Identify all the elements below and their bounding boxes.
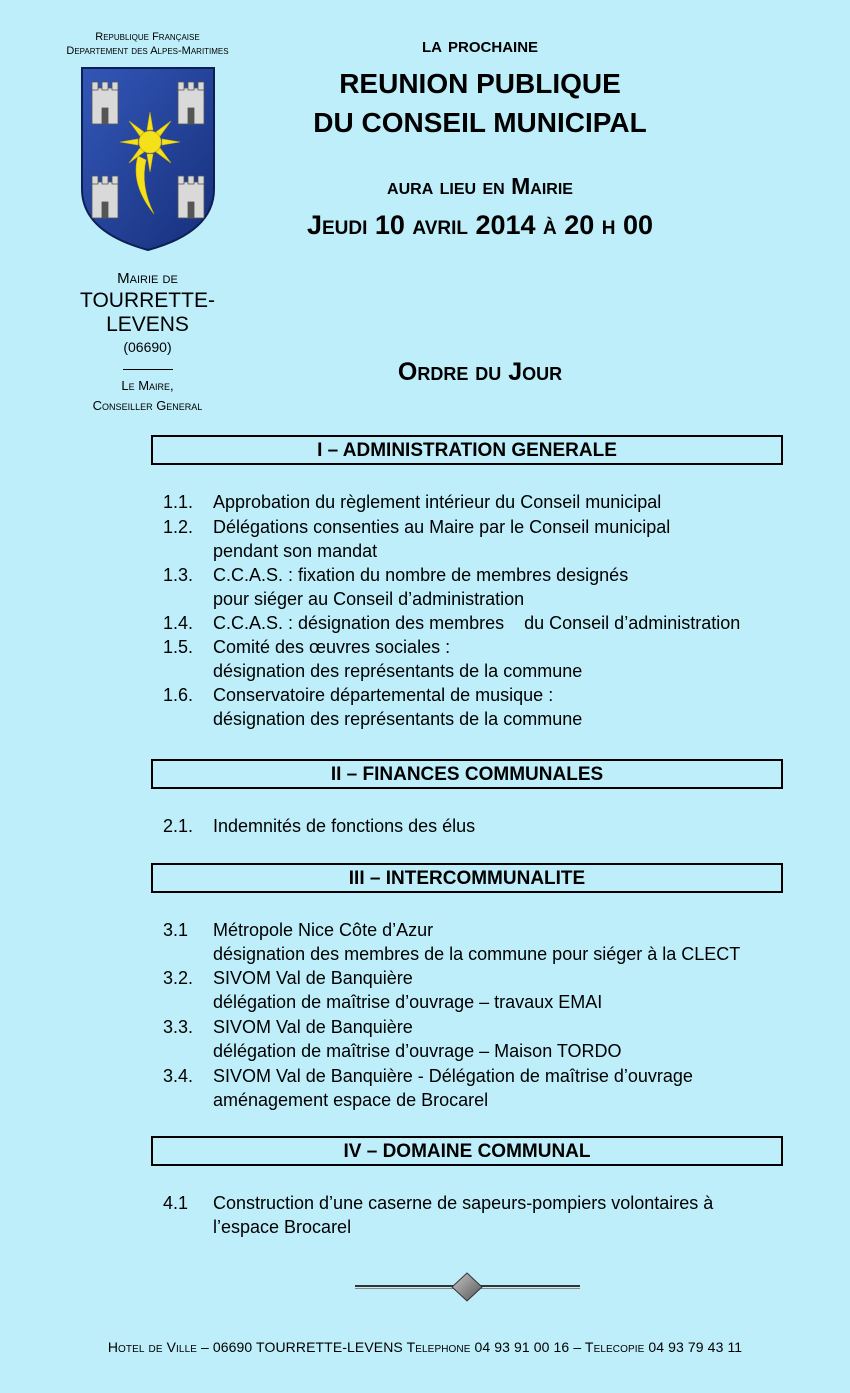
item-number: 1.3. — [163, 565, 194, 585]
letterhead — [40, 30, 255, 416]
agenda-item — [163, 515, 670, 564]
item-text: SIVOM Val de Banquière - Délégation de maîtrise d’ouvrage — [213, 1066, 693, 1086]
mairie-de-label: Mairie de — [117, 270, 178, 287]
item-text: pendant son mandat — [213, 541, 378, 562]
heading-line3: DU CONSEIL MUNICIPAL — [313, 107, 647, 138]
item-number: 4.1 — [163, 1193, 189, 1213]
item-number: 3.4. — [163, 1066, 194, 1086]
agenda-item — [163, 635, 582, 684]
item-number: 1.4. — [163, 613, 194, 633]
item-text: C.C.A.S. : désignation des membres du Conseil d’administration — [213, 613, 741, 633]
agenda-item — [163, 563, 628, 612]
item-text: délégation de maîtrise d’ouvrage – travaux EMAI — [213, 992, 603, 1013]
heading-line2: REUNION PUBLIQUE — [339, 68, 621, 99]
item-number: 3.3. — [163, 1017, 194, 1037]
agenda-item — [163, 683, 582, 732]
item-text: Indemnités de fonctions des élus — [213, 816, 476, 836]
heading-date: Jeudi 10 avril 2014 à 20 h 00 — [306, 210, 654, 240]
item-text: Comité des œuvres sociales : — [213, 637, 451, 657]
footer-address: Hotel de Ville – 06690 TOURRETTE-LEVENS Telephone 04 93 91 00 16 – Telecopie 04 93 79 43 11 — [107, 1339, 743, 1355]
ordre-du-jour-title: Ordre du Jour — [397, 358, 563, 386]
departement-label: Departement des Alpes-Maritimes — [66, 45, 229, 57]
item-number: 1.6. — [163, 685, 194, 705]
ornament-divider — [355, 1272, 580, 1304]
coat-of-arms — [78, 64, 218, 254]
section-title-intercommunalite: III – INTERCOMMUNALITE — [151, 863, 783, 893]
item-number: 1.5. — [163, 637, 194, 657]
item-text: Approbation du règlement intérieur du Conseil municipal — [213, 492, 662, 512]
heading-location: aura lieu en Mairie — [387, 173, 573, 199]
le-maire-label: Le Maire, — [121, 378, 174, 393]
item-text: l’espace Brocarel — [213, 1217, 352, 1238]
town-name: TOURRETTE-LEVENS — [80, 289, 215, 336]
agenda-item — [163, 918, 740, 967]
agenda-item — [163, 814, 475, 838]
item-number: 1.1. — [163, 492, 194, 512]
diamond-divider-icon — [355, 1272, 580, 1304]
agenda-item — [163, 966, 602, 1015]
section-title-domaine: IV – DOMAINE COMMUNAL — [151, 1136, 783, 1166]
item-text: Délégations consenties au Maire par le Conseil municipal — [213, 517, 671, 537]
heading-line1: la prochaine — [421, 32, 539, 57]
item-number: 1.2. — [163, 517, 194, 537]
postcode: (06690) — [123, 339, 172, 355]
item-text: délégation de maîtrise d’ouvrage – Maison TORDO — [213, 1041, 622, 1062]
item-text: désignation des membres de la commune pour siéger à la CLECT — [213, 944, 741, 965]
item-number: 3.1 — [163, 920, 189, 940]
divider — [123, 369, 173, 370]
conseiller-label: Conseiller General — [92, 398, 203, 413]
item-text: aménagement espace de Brocarel — [213, 1090, 489, 1111]
item-text: SIVOM Val de Banquière — [213, 968, 413, 988]
item-text: C.C.A.S. : fixation du nombre de membres designés — [213, 565, 629, 585]
item-text: pour siéger au Conseil d’administration — [213, 589, 525, 610]
item-text: Métropole Nice Côte d’Azur — [213, 920, 434, 940]
agenda-item — [163, 611, 740, 635]
item-text: Construction d’une caserne de sapeurs-pompiers volontaires à — [213, 1193, 714, 1213]
agenda-item — [163, 490, 661, 514]
item-text: désignation des représentants de la commune — [213, 709, 583, 730]
section-title-administration: I – ADMINISTRATION GENERALE — [151, 435, 783, 465]
agenda-item — [163, 1064, 693, 1113]
agenda-item — [163, 1191, 713, 1240]
item-number: 2.1. — [163, 816, 194, 836]
item-number: 3.2. — [163, 968, 194, 988]
item-text: désignation des représentants de la commune — [213, 661, 583, 682]
coat-of-arms-icon — [78, 64, 218, 254]
item-text: SIVOM Val de Banquière — [213, 1017, 413, 1037]
item-text: Conservatoire départemental de musique : — [213, 685, 554, 705]
agenda-item — [163, 1015, 622, 1064]
republique-label: Republique Française — [95, 31, 200, 43]
section-title-finances: II – FINANCES COMMUNALES — [151, 759, 783, 789]
